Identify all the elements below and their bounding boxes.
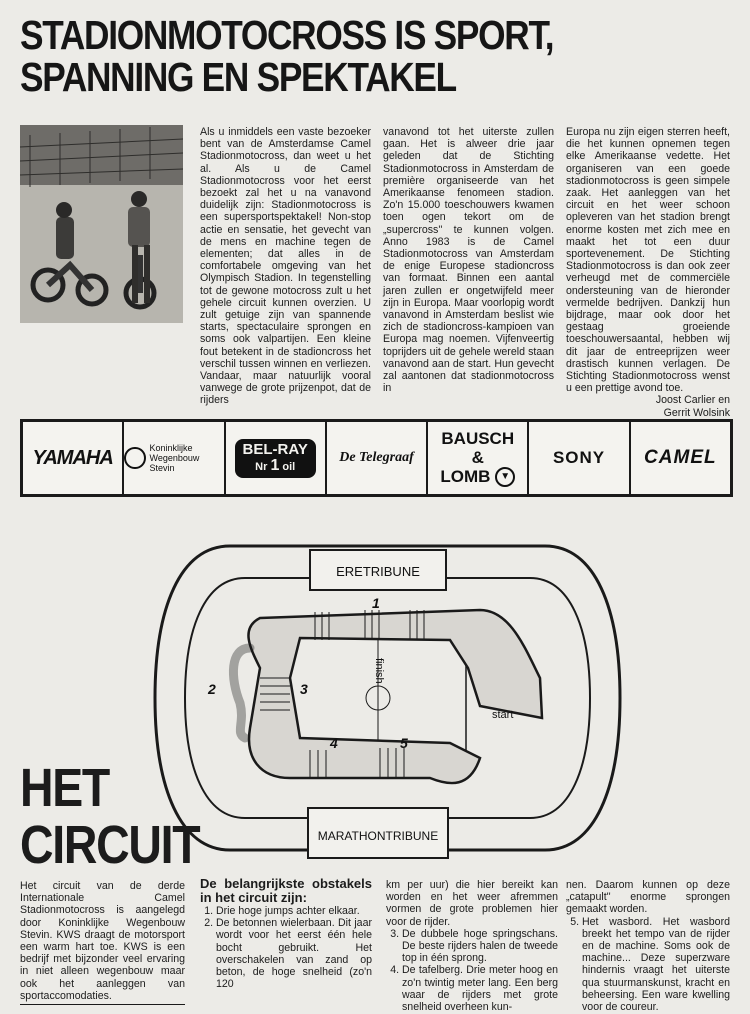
start-label: start: [492, 709, 514, 721]
sponsor-yamaha-logo: [23, 422, 124, 494]
obstacle-4-continuation: nen. Daarom kunnen op deze „catapult'' enorme sprongen gemaakt worden.: [566, 879, 730, 916]
ampersand-text: &: [471, 447, 484, 467]
signature-line-2: Gerrit Wolsink: [663, 406, 730, 419]
kws-emblem-icon: [124, 447, 145, 469]
obstacle-number-3: 3: [300, 681, 308, 697]
article-column-2: [383, 126, 554, 394]
circuit-section-title: [20, 760, 199, 874]
headline: [20, 12, 554, 100]
belray-one: 1: [270, 456, 280, 474]
sponsor-belray-logo: [226, 422, 327, 494]
belray-badge: [235, 439, 316, 478]
headline-line-1: STADIONMOTOCROSS IS SPORT,: [20, 12, 554, 58]
motorcycle-riders-photo: [20, 125, 183, 323]
obstacle-number-5: 5: [400, 735, 408, 751]
stadium-outer-ring: [155, 546, 620, 850]
obstacles-column-2: [386, 879, 558, 1013]
sponsor-bausch-lomb-logo: [428, 422, 529, 494]
article-column-1: [200, 126, 371, 407]
belray-oil: oil: [282, 460, 296, 473]
sponsor-telegraaf-logo: [327, 422, 428, 494]
belray-nr-line: [243, 458, 308, 475]
sponsor-kws-logo: [124, 422, 225, 494]
camel-text: CAMEL: [644, 447, 717, 468]
sony-text: SONY: [552, 448, 606, 467]
obstacle-item-2: 2. De betonnen wielerbaan. Dit jaar wordt voor het eerst één hele bocht gebruikt. Het overschakelen van zand op beton, de hoge snelheid (zo'n 120: [216, 917, 372, 990]
bausch-text: BAUSCH: [441, 428, 515, 448]
obstacle-item-4: 4. De tafelberg. Drie meter hoog en zo'n twintig meter lang. Een berg waar de rijders met grote snelheid overheen kun-: [402, 964, 558, 1013]
kws-text: [150, 443, 224, 473]
finish-label: finish: [373, 658, 385, 684]
circuit-map: [150, 528, 625, 868]
article-column-3: [566, 126, 730, 419]
eretribune-label: ERETRIBUNE: [336, 564, 420, 579]
circuit-intro-column: [20, 880, 185, 1002]
motocross-track: [248, 610, 542, 783]
marathontribune-label: MARATHONTRIBUNE: [317, 829, 439, 843]
article-text-2: vanavond tot het uiterste zullen gaan. Het is alweer drie jaar geleden dat de Stichting Stadionmotocross in Amsterdam de première organiseerde van het Amerikaanse fenomeen stadion. Zo'n 15.000 toeschouwers kwamen toen ogen tekort om de „supercross'' te kunnen volgen. Anno 1983 is de Camel Stadionmotocross van Amsterdam de enige Europese stadioncross van formaat. Binnen een aantal jaren zullen er ongetwijfeld meer zijn in Europa. Maar voorlopig wordt vanavond in Amsterdam beslist wie zich de stadioncross-kampioen van Europa mag noemen. Vijfenveertig toprijders uit de gehele wereld staan vanavond aan de start. Hun gevecht zal aantonen dat stadionmotocross in: [383, 126, 554, 395]
sponsor-sony-logo: [529, 422, 630, 494]
obstacles-list-final: [566, 916, 730, 1014]
belray-name: BEL-RAY: [242, 440, 308, 458]
sponsor-camel-logo: [631, 422, 730, 494]
intro-bottom-rule: [20, 1004, 185, 1005]
telegraaf-text: De Telegraaf: [339, 450, 414, 465]
circuit-intro-text: Het circuit van de derde Internationale Camel Stadionmotocross is aangelegd door Koninklijke Wegenbouw Stevin. KWS draagt de motorsport een warm hart toe. KWS is een bedrijf met bijzonder veel ervaring in niet alleen wegenbouw maar ook het aanleggen van sportaccomodaties.: [20, 880, 185, 1002]
kws-line-1: Koninklijke: [149, 443, 193, 453]
obstacle-number-1: 1: [372, 595, 380, 611]
yamaha-text: YAMAHA: [32, 446, 113, 469]
kws-line-2: Wegenbouw Stevin: [149, 453, 200, 473]
obstacles-list-continued: [386, 928, 558, 1013]
obstacles-column-3: [566, 879, 730, 1013]
article-text-1: Als u inmiddels een vaste bezoeker bent van de Amsterdamse Camel Stadionmotocross, dan weet u het al. Als u de Camel Stadionmotocross voor het eerst bezoekt zal het u na vanavond duidelijk zijn: Stadionmotocross is een supersportspektakel! Non-stop actie en sensatie, het gevecht van de mens en machine tegen de elementen; dat alles in de comfortabele omgeving van het Olympisch Stadion. In tegenstelling tot de gewone motocross zult u het gehele circuit kunnen overzien. U zult getuige zijn van spannende starts, spectaculaire sprongen en soms ook valpartijen. Een kleine fout betekent in de stadioncross het verschil tussen winnen en verliezen. Vandaar, maar natuurlijk vooral vanwege de grote prijzenpot, dat de rijders: [200, 126, 371, 407]
circuit-title-line-2: CIRCUIT: [20, 815, 200, 875]
sponsor-bar: [20, 419, 733, 497]
signature-line-1: Joost Carlier en: [655, 394, 730, 407]
circuit-title-line-1: HET: [20, 758, 110, 818]
obstacles-heading: De belangrijkste obstakels in het circuit zijn:: [200, 876, 372, 905]
triangle-icon: ▼: [495, 467, 515, 487]
obstacle-item-5: 5. Het wasbord. Het wasbord breekt het tempo van de rijder en de machine. Soms ook de machine... Deze superzware hindernis vraagt het uiterste qua stuurmanskunst, kracht en beheersing. Een ware kwelling voor de coureur.: [582, 916, 730, 1014]
obstacle-item-1: 1. Drie hoge jumps achter elkaar.: [216, 905, 372, 917]
obstacle-item-3: 3. De dubbele hoge springschans. De beste rijders halen de tweede top in één sprong.: [402, 928, 558, 965]
obstacle-number-2: 2: [208, 681, 216, 697]
headline-line-2: SPANNING EN SPEKTAKEL: [20, 54, 456, 100]
obstacles-column-1: [200, 877, 372, 990]
lomb-text: LOMB: [440, 466, 491, 486]
obstacles-list: [200, 905, 372, 990]
obstacle-number-4: 4: [330, 735, 338, 751]
belray-nr: Nr: [255, 460, 268, 473]
obstacle-2-continuation: km per uur) die hier bereikt kan worden en het weer afremmen vormen de grote problemen hier voor de rijder.: [386, 879, 558, 928]
article-text-3: Europa nu zijn eigen sterren heeft, die het kunnen opnemen tegen elke Amerikaanse vedette. Het organiseren van een goede stadionmotocross is geen simpele zaak. Het aanleggen van het circuit en het weer schoon opleveren van het stadion brengt enorme kosten met zich mee en maakt het tot een duur sportevenement. De Stichting Stadionmotocross is dan ook zeer verheugd met de commerciële ondersteuning van de hieronder vermelde bedrijven. Dankzij hun bijdrage, maar ook door het gestaag groeiende toeschouwersaantal, hebben wij dit jaar de entreeprijzen weer drastisch kunnen verlagen. De Stichting Stadionmotocross wenst u een prettige avond toe.: [566, 126, 730, 395]
lomb-row: [440, 467, 515, 488]
